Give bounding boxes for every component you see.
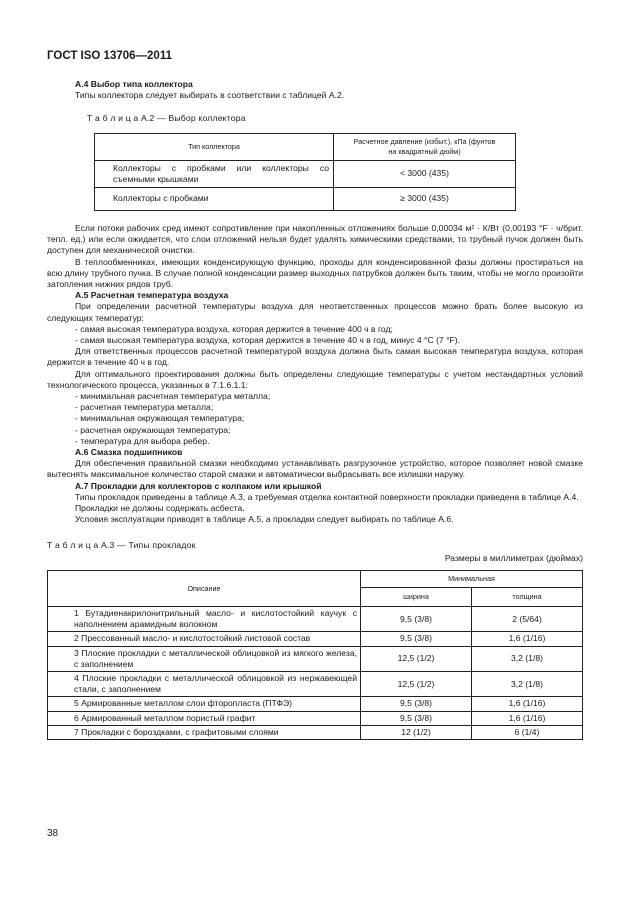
list-item: - расчетная окружающая температура; <box>75 424 231 435</box>
table-a2-value: ≥ 3000 (435) <box>334 188 516 211</box>
table-a3-desc: 3 Плоские прокладки с металлической облицовкой из мягкого железа, с заполнением <box>48 646 361 671</box>
table-a3-thickness: 1,6 (1/16) <box>472 697 583 711</box>
table-a3-units: Размеры в миллиметрах (дюймах) <box>444 552 583 563</box>
list-item: - минимальная расчетная температура металла; <box>75 391 271 402</box>
table-a2-col-pressure: Расчетное давление (избыт.), кПа (фунтов на квадратный дюйм) <box>334 133 516 160</box>
table-a3-width: 12 (1/2) <box>361 725 472 739</box>
table-a3-width: 9,5 (3/8) <box>361 606 472 631</box>
paragraph: Условия эксплуатации приводят в таблице А.5, а прокладки следует выбирать по таблице А.6. <box>75 514 454 525</box>
section-a5-heading: А.5 Расчетная температура воздуха <box>75 290 229 301</box>
paragraph: Если потоки рабочих сред имеют сопротивление при накопленных отложениях больше 0,00034 м² · К/Вт (0,00193 °F · ч/брит. тепл. ед.) или если ожидается, что слои отложений нельзя будет удалять химическими средствами, то трубный пучок должен быть доступен для механической очистки. <box>47 223 583 256</box>
table-a3-desc: 7 Прокладки с бороздками, с графитовыми слоями <box>48 725 361 739</box>
table-a3-thickness: 6 (1/4) <box>472 725 583 739</box>
table-a3-col-width: ширина <box>361 587 472 606</box>
table-a3-width: 12,5 (1/2) <box>361 646 472 671</box>
table-a3-thickness: 3,2 (1/8) <box>472 646 583 671</box>
document-header: ГОСТ ISO 13706—2011 <box>47 50 172 62</box>
list-item: - самая высокая температура воздуха, которая держится в течение 40 ч в год, минус 4 °С (7 °F). <box>75 335 461 346</box>
list-item: - минимальная окружающая температура; <box>75 413 245 424</box>
table-row <box>48 711 583 725</box>
paragraph: Для оптимального проектирования должны быть определены следующие температуры с учетом нестандартных условий технологического процесса, указанных в 7.1.6.1.1: <box>47 368 583 390</box>
table-a3-thickness: 2 (5/64) <box>472 606 583 631</box>
table-row <box>48 725 583 739</box>
table-a3-col-thickness: толщина <box>472 587 583 606</box>
list-item: - температура для выбора ребер. <box>75 435 210 446</box>
section-a7-heading: А.7 Прокладки для коллекторов с колпаком или крышкой <box>75 480 322 491</box>
list-item: - самая высокая температура воздуха, которая держится в течение 400 ч в год; <box>75 323 393 334</box>
table-a3-width: 9,5 (3/8) <box>361 632 472 646</box>
table-a2-col-type: Тип коллектора <box>95 133 334 160</box>
table-a3-caption: Т а б л и ц а А.3 — Типы прокладок <box>47 539 196 550</box>
table-row <box>48 671 583 696</box>
paragraph: Для обеспечения правильной смазки необходимо устанавливать разгрузочное устройство, которое позволяет новой смазке вытеснять максимальное количество старой смазки и автоматически выбрасывать все излишки наружу. <box>47 458 583 480</box>
table-a3-width: 9,5 (3/8) <box>361 711 472 725</box>
table-a3-desc: 5 Армированные металлом слои фторопласта (ПТФЭ) <box>48 697 361 711</box>
section-a4-heading: А.4 Выбор типа коллектора <box>75 79 193 89</box>
table-row <box>48 632 583 646</box>
table-a3-width: 9,5 (3/8) <box>361 697 472 711</box>
table-a3 <box>47 570 583 740</box>
table-a3-thickness: 1,6 (1/16) <box>472 711 583 725</box>
table-a3-thickness: 1,6 (1/16) <box>472 632 583 646</box>
table-a3-thickness: 3,2 (1/8) <box>472 671 583 696</box>
paragraph: В теплообменниках, имеющих конденсирующую функцию, проходы для конденсированной фазы должны простираться на всю длину трубного пучка. В случае полной конденсации размер выходных патрубков должен быть таким, чтобы не могло произойти затопления нижних рядов труб. <box>47 256 583 290</box>
table-row <box>48 646 583 671</box>
table-row <box>48 697 583 711</box>
table-a3-desc: 4 Плоские прокладки с металлической облицовкой из нержавеющей стали, с заполнением <box>48 671 361 696</box>
table-a2 <box>94 133 516 211</box>
section-a6-heading: А.6 Смазка подшипников <box>75 447 183 458</box>
table-a3-col-minimal: Минимальная <box>361 570 583 587</box>
list-item: - расчетная температура металла; <box>75 402 214 413</box>
table-row <box>95 188 516 211</box>
table-a2-desc: Коллекторы с пробками <box>95 188 334 211</box>
table-a3-col-description: Описание <box>48 570 361 606</box>
section-a4-text: Типы коллектора следует выбирать в соответствии с таблицей А.2. <box>75 90 345 101</box>
table-a3-width: 12,5 (1/2) <box>361 671 472 696</box>
table-a3-desc: 2 Прессованный масло- и кислотостойкий листовой состав <box>48 632 361 646</box>
table-a2-value: < 3000 (435) <box>334 160 516 187</box>
table-a2-caption: Т а б л и ц а А.2 — Выбор коллектора <box>87 113 246 124</box>
table-row <box>95 160 516 187</box>
table-row <box>48 606 583 631</box>
paragraph: Для ответственных процессов расчетной температурой воздуха должна быть самая высокая температура воздуха, которая держится в течение 40 ч в год. <box>47 346 583 368</box>
table-a3-desc: 6 Армированный металлом пористый графит <box>48 711 361 725</box>
document-body <box>47 79 583 740</box>
paragraph: При определении расчетной температуры воздуха для неответственных процессов можно брать более высокую из следующих температур: <box>47 301 583 323</box>
table-a2-desc: Коллекторы с пробками или коллекторы со съемными крышками <box>95 160 334 187</box>
table-a3-desc: 1 Бутадиенакрилонитрильный масло- и кислотостойкий каучук с наполнением арамидным волокном <box>48 606 361 631</box>
paragraph: Прокладки не должны содержать асбеста. <box>75 503 245 514</box>
page-number: 38 <box>47 828 59 839</box>
paragraph: Типы прокладок приведены в таблице А.3, а требуемая отделка контактной поверхности прокладки приведена в таблице А.4. <box>75 491 579 502</box>
